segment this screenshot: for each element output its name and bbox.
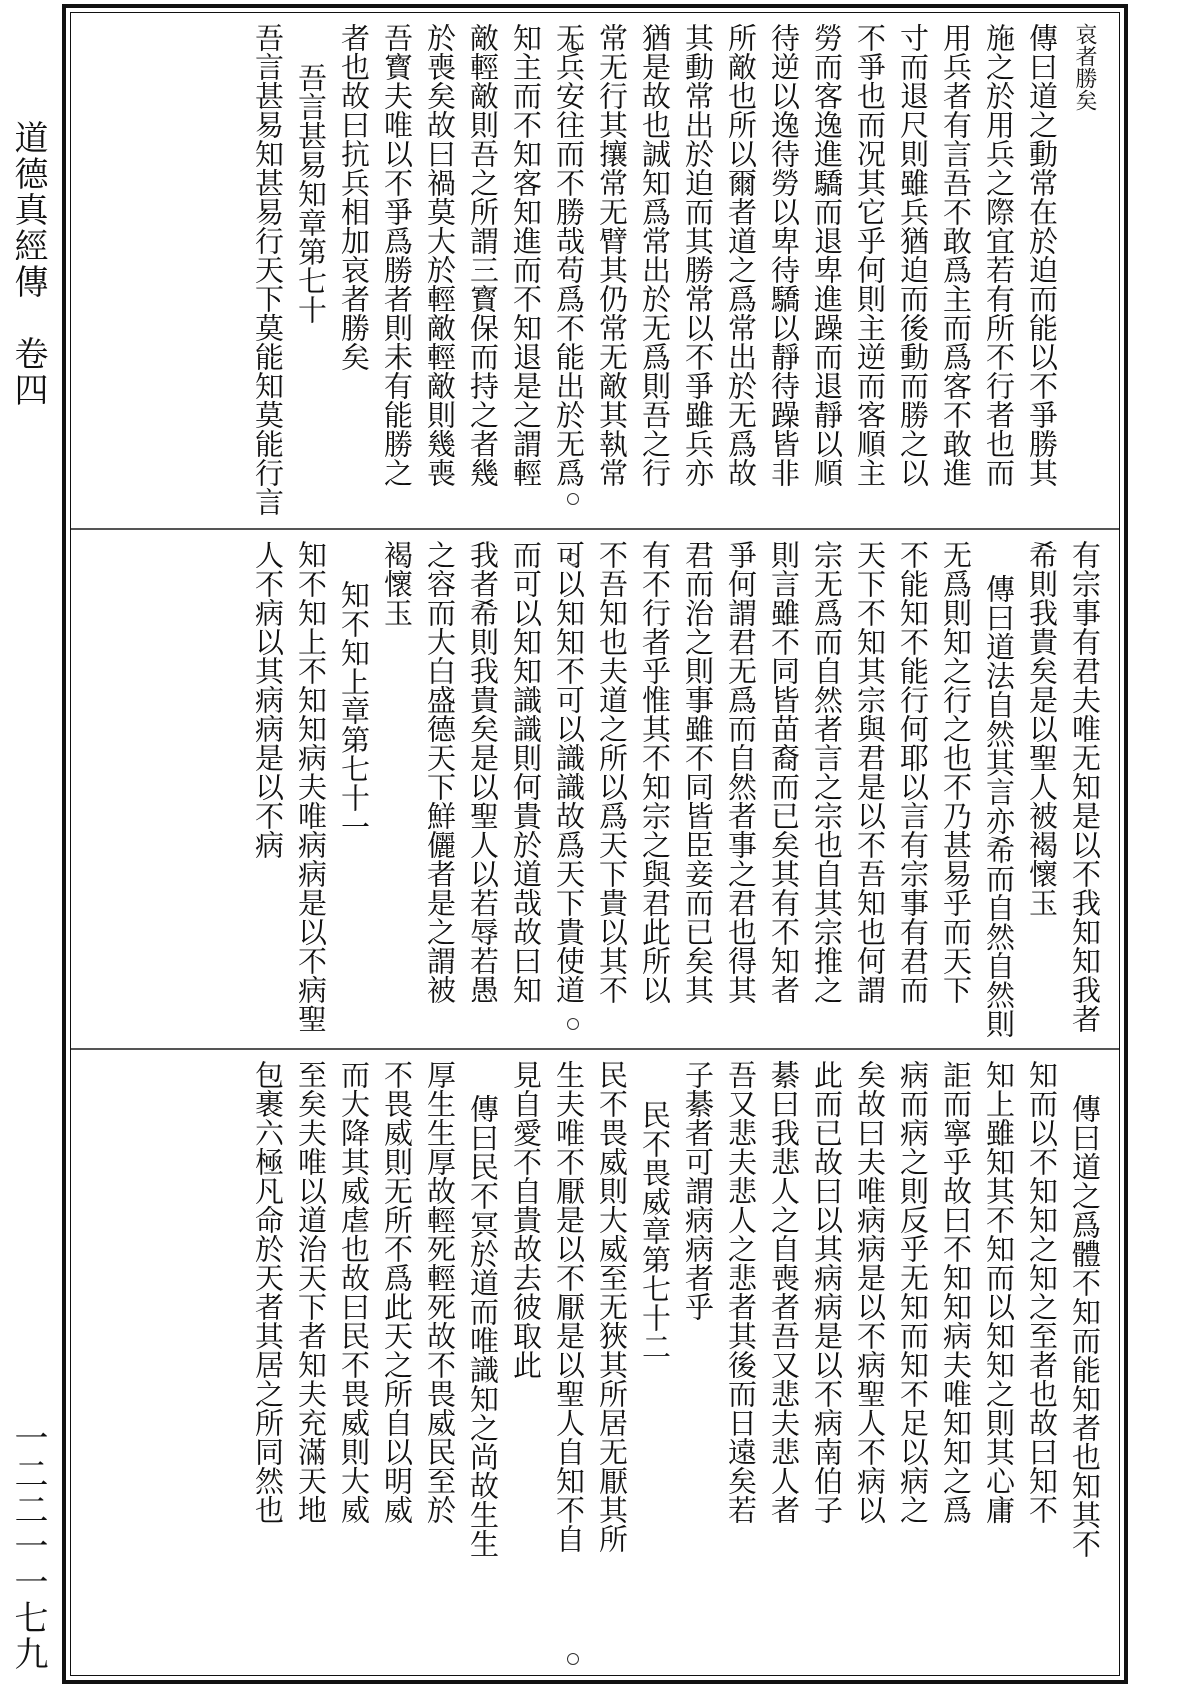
text-panel-2 bbox=[77, 530, 1113, 1048]
text-column: 不吾知也夫道之所以爲天下貴以其不 bbox=[595, 540, 629, 1004]
text-column: 人不病以其病病是以不病 bbox=[251, 540, 285, 859]
text-column: 傳曰民不冥於道而唯識知之尚故生生 bbox=[466, 1094, 500, 1558]
text-column: 厚生生厚故輕死輕死故不畏威民至於 bbox=[423, 1060, 457, 1524]
page-number: 一二二一一七九 bbox=[8, 1420, 48, 1672]
chapter-heading: 民不畏威章第七十二 bbox=[638, 1100, 672, 1361]
text-column: 哀者勝矣 bbox=[1072, 23, 1097, 111]
text-column: 无爲則知之行之也不乃甚易乎而天下 bbox=[939, 540, 973, 1004]
text-column: 民不畏威則大威至无狹其所居无厭其所 bbox=[595, 1060, 629, 1553]
text-column: 用兵者有言吾不敢爲主而爲客不敢進 bbox=[939, 23, 973, 487]
text-column: 傳曰道之動常在於迫而能以不爭勝其 bbox=[1025, 23, 1059, 487]
punctuation-circle-mark bbox=[567, 1653, 579, 1665]
text-column: 而可以知知識識則何貴於道哉故曰知 bbox=[509, 540, 543, 1004]
text-column: 无兵安往而不勝哉苟爲不能出於无爲 bbox=[552, 23, 586, 487]
text-column: 知不知上不知知病夫唯病病是以不病聖 bbox=[294, 540, 328, 1033]
text-column: 君而治之則事雖不同皆臣妾而已矣其 bbox=[681, 540, 715, 1004]
text-column: 詎而寧乎故曰不知知病夫唯知知之爲 bbox=[939, 1060, 973, 1524]
text-column: 傳曰道之爲體不知而能知者也知其不 bbox=[1068, 1094, 1102, 1558]
text-column: 包裹六極凡命於天者其居之所同然也 bbox=[251, 1060, 285, 1524]
text-column: 我者希則我貴矣是以聖人以若辱若愚 bbox=[466, 540, 500, 1004]
text-columns bbox=[85, 23, 1105, 520]
text-column: 猶是故也誠知爲常出於无爲則吾之行 bbox=[638, 23, 672, 487]
text-column: 所敵也所以爾者道之爲常出於无爲故 bbox=[724, 23, 758, 487]
text-column: 常无行其攘常无臂其仍常无敵其執常 bbox=[595, 23, 629, 487]
text-column: 矣故曰夫唯病病是以不病聖人不病以 bbox=[853, 1060, 887, 1524]
text-column: 不爭也而况其它乎何則主逆而客順主 bbox=[853, 23, 887, 487]
text-columns bbox=[85, 540, 1105, 1040]
text-column: 吾寳夫唯以不爭爲勝者則未有能勝之 bbox=[380, 23, 414, 487]
text-column: 希則我貴矣是以聖人被褐懷玉 bbox=[1025, 540, 1059, 917]
text-columns bbox=[85, 1060, 1105, 1672]
text-column: 至矣夫唯以道治天下者知夫充滿天地 bbox=[294, 1060, 328, 1524]
punctuation-circle-mark bbox=[567, 493, 579, 505]
text-column: 天下不知其宗與君是以不吾知也何謂 bbox=[853, 540, 887, 1004]
text-panel-1 bbox=[77, 13, 1113, 528]
text-column: 之容而大白盛德天下鮮儷者是之謂被 bbox=[423, 540, 457, 1004]
text-panel-3 bbox=[77, 1050, 1113, 1680]
text-column: 吾言甚易知甚易行天下莫能知莫能行言 bbox=[251, 23, 285, 516]
text-column: 褐懷玉 bbox=[380, 540, 414, 627]
text-column: 爭何謂君无爲而自然者事之君也得其 bbox=[724, 540, 758, 1004]
text-column: 綦曰我悲人之自喪者吾又悲夫悲人者 bbox=[767, 1060, 801, 1524]
text-column: 不畏威則无所不爲此天之所自以明威 bbox=[380, 1060, 414, 1524]
text-column: 生夫唯不厭是以不厭是以聖人自知不自 bbox=[552, 1060, 586, 1553]
text-column: 知主而不知客知進而不知退是之謂輕 bbox=[509, 23, 543, 487]
text-column: 待逆以逸待勞以卑待驕以靜待躁皆非 bbox=[767, 23, 801, 487]
text-column: 其動常出於迫而其勝常以不爭雖兵亦 bbox=[681, 23, 715, 487]
punctuation-circle-mark bbox=[567, 1018, 579, 1030]
chapter-heading: 知不知上章第七十一 bbox=[337, 580, 371, 841]
text-column: 子綦者可謂病病者乎 bbox=[681, 1060, 715, 1321]
page-frame-inner bbox=[70, 12, 1120, 1676]
text-column: 有宗事有君夫唯无知是以不我知知我者 bbox=[1068, 540, 1102, 1033]
text-column: 敵輕敵則吾之所謂三寳保而持之者幾 bbox=[466, 23, 500, 487]
text-column: 者也故曰抗兵相加哀者勝矣 bbox=[337, 23, 371, 371]
text-column: 於喪矣故曰禍莫大於輕敵輕敵則幾喪 bbox=[423, 23, 457, 487]
chapter-heading: 吾言甚易知章第七十 bbox=[294, 63, 328, 324]
text-column: 勞而客逸進驕而退卑進躁而退靜以順 bbox=[810, 23, 844, 487]
text-column: 知上雖知其不知而以知知之則其心庸 bbox=[982, 1060, 1016, 1524]
text-column: 傳曰道法自然其言亦希而自然自然則 bbox=[982, 574, 1016, 1038]
text-column: 有不行者乎惟其不知宗之與君此所以 bbox=[638, 540, 672, 1004]
text-column: 而大降其威虐也故曰民不畏威則大威 bbox=[337, 1060, 371, 1524]
text-column: 病而病之則反乎无知而知不足以病之 bbox=[896, 1060, 930, 1524]
text-column: 此而已故曰以其病病是以不病南伯子 bbox=[810, 1060, 844, 1524]
page-frame bbox=[62, 4, 1128, 1684]
text-column: 知而以不知知之知之至者也故曰知不 bbox=[1025, 1060, 1059, 1524]
punctuation-circle-mark bbox=[567, 41, 579, 53]
text-column: 寸而退尺則雖兵猶迫而後動而勝之以 bbox=[896, 23, 930, 487]
text-column: 宗无爲而自然者言之宗也自其宗推之 bbox=[810, 540, 844, 1004]
text-column: 則言雖不同皆苗裔而已矣其有不知者 bbox=[767, 540, 801, 1004]
text-column: 吾又悲夫悲人之悲者其後而日遠矣若 bbox=[724, 1060, 758, 1524]
page-margin-title: 道德真經傳 卷四 bbox=[8, 120, 48, 408]
text-column: 可以知知不可以識識故爲天下貴使道 bbox=[552, 540, 586, 1004]
text-column: 不能知不能行何耶以言有宗事有君而 bbox=[896, 540, 930, 1004]
text-column: 見自愛不自貴故去彼取此 bbox=[509, 1060, 543, 1379]
text-column: 施之於用兵之際宜若有所不行者也而 bbox=[982, 23, 1016, 487]
punctuation-circle-mark bbox=[567, 553, 579, 565]
